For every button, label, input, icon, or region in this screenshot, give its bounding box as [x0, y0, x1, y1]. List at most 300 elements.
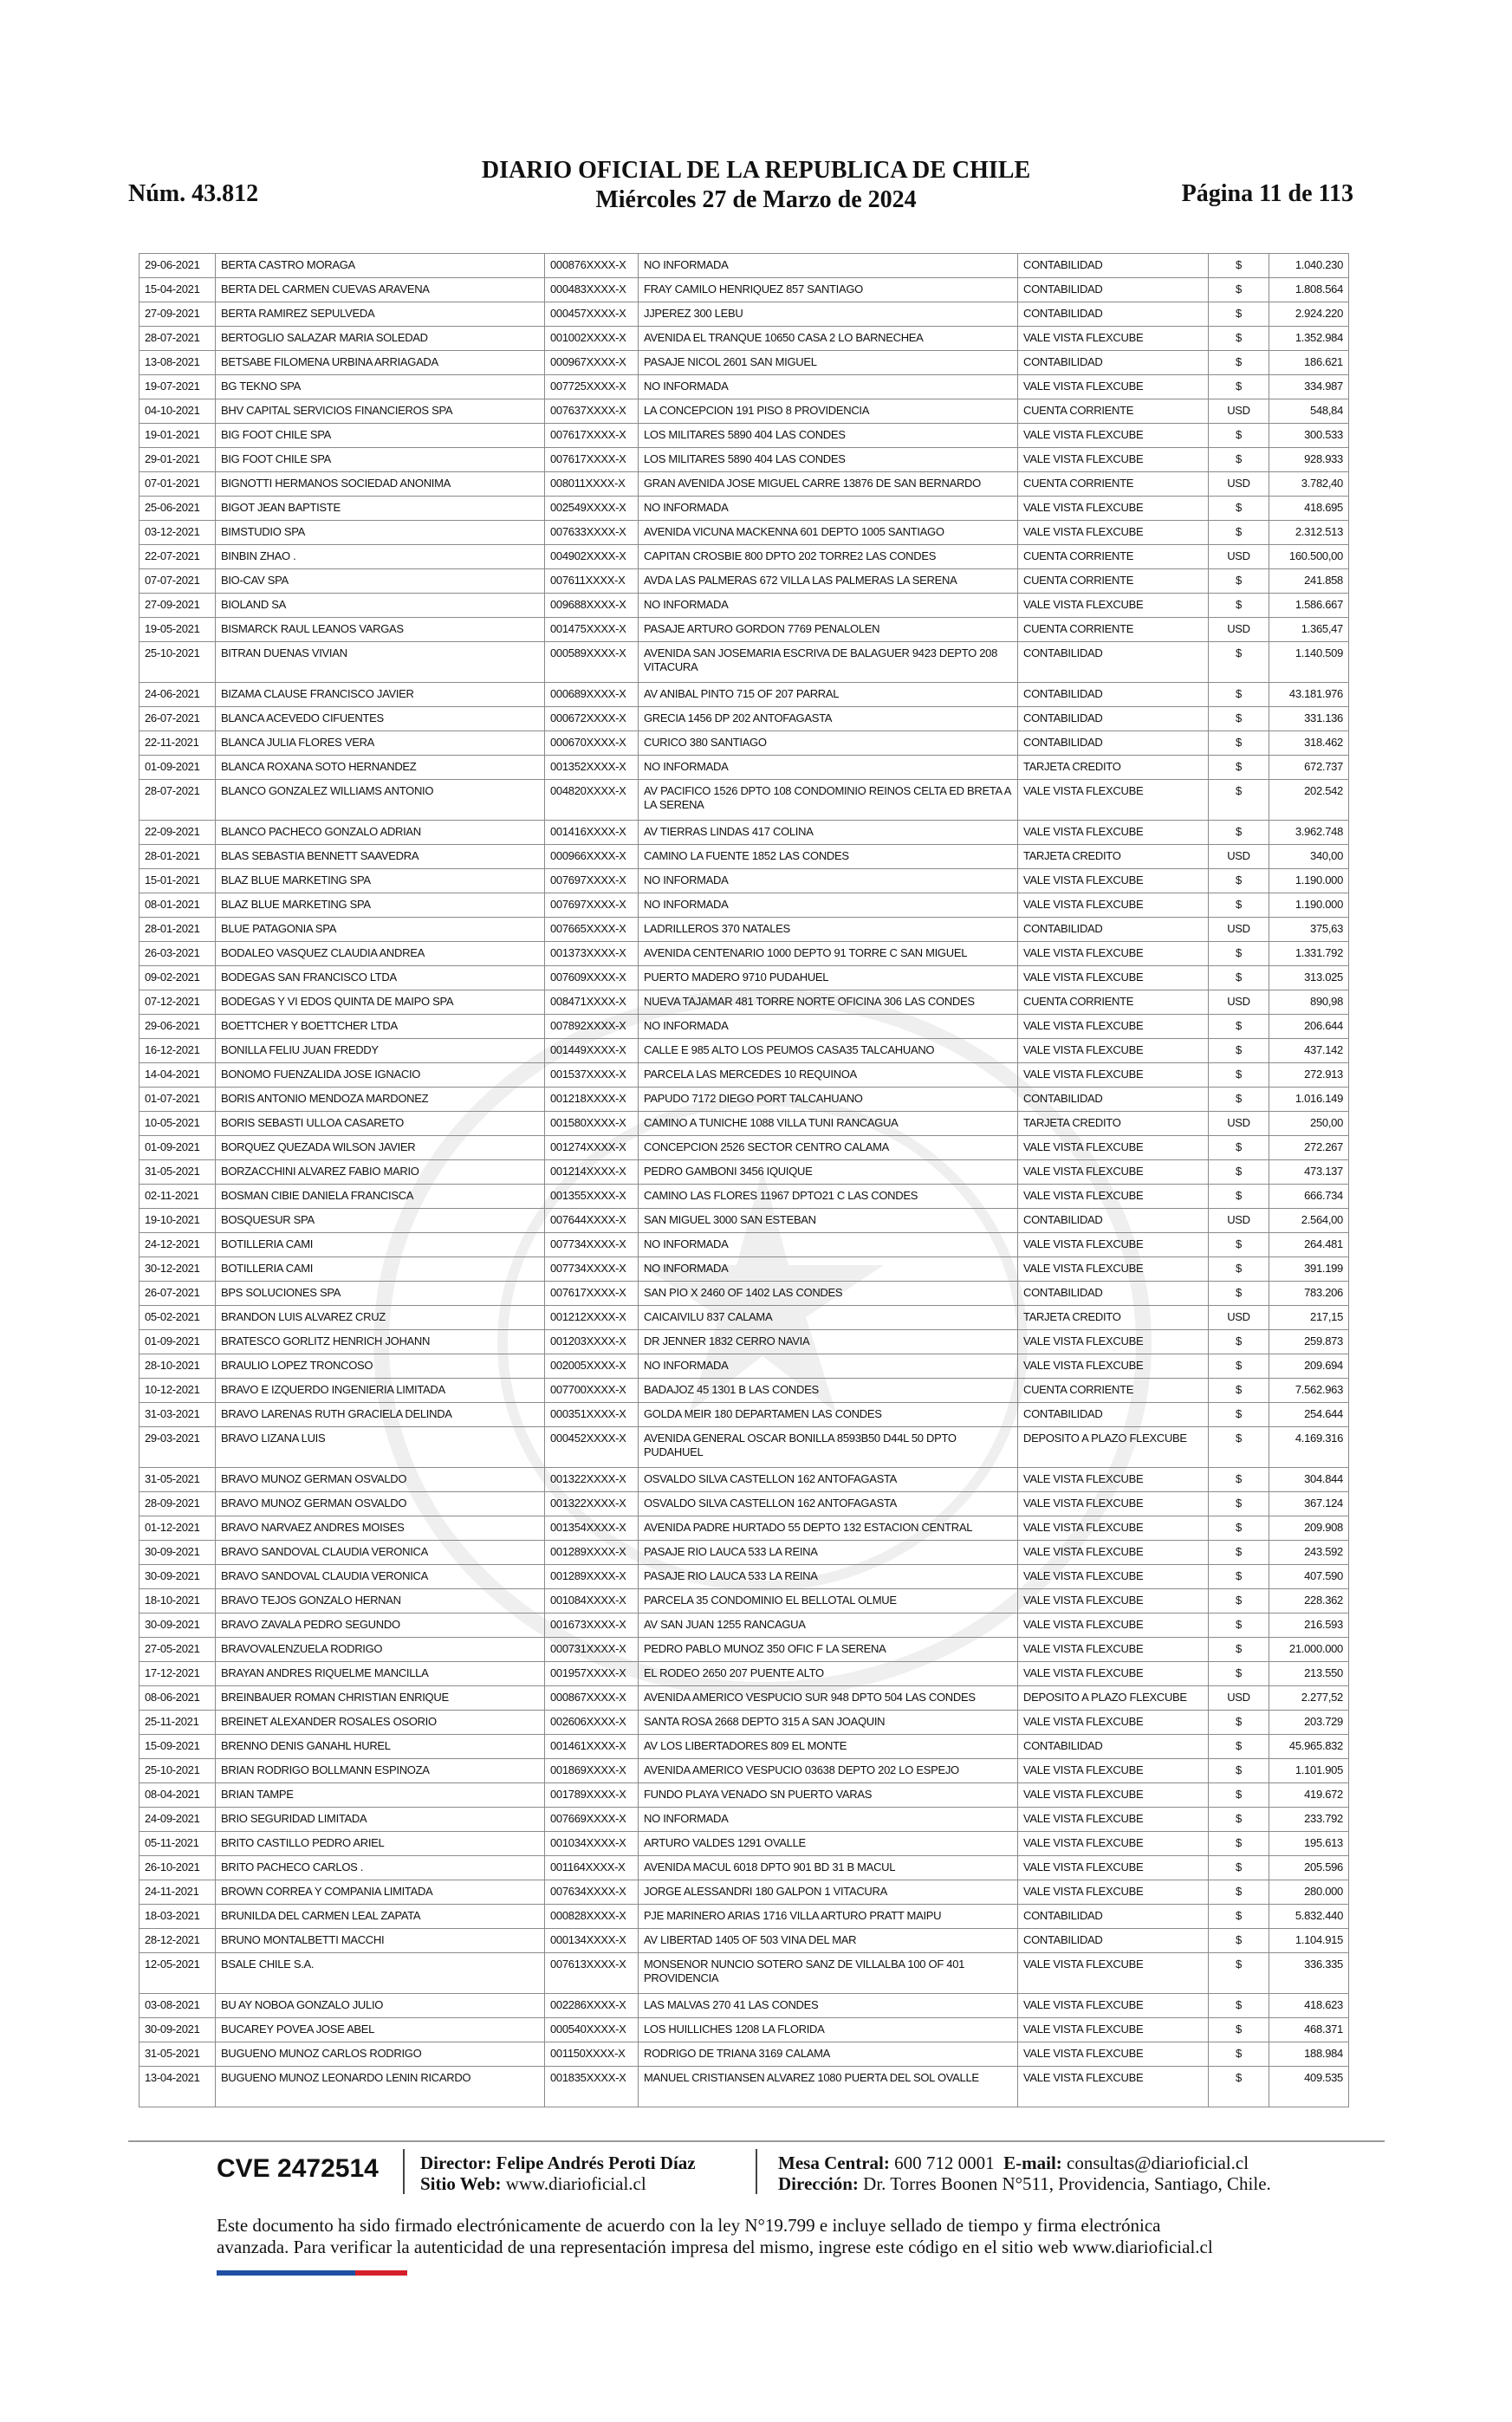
product-cell: VALE VISTA FLEXCUBE	[1018, 1330, 1209, 1354]
rut-cell: 001869XXXX-X	[545, 1759, 639, 1783]
currency-cell: $	[1209, 1541, 1269, 1565]
amount-cell: 407.590	[1269, 1565, 1349, 1589]
date-cell: 01-09-2021	[140, 1330, 216, 1354]
currency-cell: $	[1209, 966, 1269, 990]
product-cell: CONTABILIDAD	[1018, 1905, 1209, 1929]
table-row	[140, 821, 1349, 845]
rut-cell: 002286XXXX-X	[545, 1994, 639, 2018]
product-cell: VALE VISTA FLEXCUBE	[1018, 966, 1209, 990]
address-cell: GRECIA 1456 DP 202 ANTOFAGASTA	[639, 707, 1018, 731]
rut-cell: 007697XXXX-X	[545, 893, 639, 918]
name-cell: BIZAMA CLAUSE FRANCISCO JAVIER	[216, 683, 545, 707]
address-cell: PUERTO MADERO 9710 PUDAHUEL	[639, 966, 1018, 990]
amount-cell: 2.924.220	[1269, 302, 1349, 327]
table-row	[140, 399, 1349, 424]
name-cell: BIO-CAV SPA	[216, 569, 545, 594]
amount-cell: 1.190.000	[1269, 869, 1349, 893]
product-cell: VALE VISTA FLEXCUBE	[1018, 1856, 1209, 1880]
table-row	[140, 1282, 1349, 1306]
amount-cell: 250,00	[1269, 1112, 1349, 1136]
product-cell: VALE VISTA FLEXCUBE	[1018, 1953, 1209, 1994]
product-cell: VALE VISTA FLEXCUBE	[1018, 1638, 1209, 1662]
product-cell: CONTABILIDAD	[1018, 278, 1209, 302]
rut-cell: 007611XXXX-X	[545, 569, 639, 594]
table-row	[140, 1994, 1349, 2018]
rut-cell: 001212XXXX-X	[545, 1306, 639, 1330]
product-cell: VALE VISTA FLEXCUBE	[1018, 1039, 1209, 1063]
address-cell: GOLDA MEIR 180 DEPARTAMEN LAS CONDES	[639, 1403, 1018, 1427]
name-cell: BRAVO TEJOS GONZALO HERNAN	[216, 1589, 545, 1614]
table-row	[140, 1209, 1349, 1233]
amount-cell: 1.190.000	[1269, 893, 1349, 918]
name-cell: BIMSTUDIO SPA	[216, 521, 545, 545]
rut-cell: 000689XXXX-X	[545, 683, 639, 707]
date-cell: 08-04-2021	[140, 1783, 216, 1808]
currency-cell: $	[1209, 1614, 1269, 1638]
address-cell: JJPEREZ 300 LEBU	[639, 302, 1018, 327]
rut-cell: 001218XXXX-X	[545, 1088, 639, 1112]
amount-cell: 437.142	[1269, 1039, 1349, 1063]
rut-cell: 001203XXXX-X	[545, 1330, 639, 1354]
rut-cell: 007613XXXX-X	[545, 1953, 639, 1994]
address-cell: LOS MILITARES 5890 404 LAS CONDES	[639, 448, 1018, 472]
date-cell: 30-09-2021	[140, 1541, 216, 1565]
name-cell: BLUE PATAGONIA SPA	[216, 918, 545, 942]
table-row	[140, 1783, 1349, 1808]
table-row	[140, 1379, 1349, 1403]
amount-cell: 418.695	[1269, 497, 1349, 521]
address-cell: CONCEPCION 2526 SECTOR CENTRO CALAMA	[639, 1136, 1018, 1160]
currency-cell: $	[1209, 1257, 1269, 1282]
currency-cell: $	[1209, 869, 1269, 893]
table-row	[140, 756, 1349, 780]
product-cell: VALE VISTA FLEXCUBE	[1018, 1711, 1209, 1735]
currency-cell: $	[1209, 707, 1269, 731]
name-cell: BPS SOLUCIONES SPA	[216, 1282, 545, 1306]
name-cell: BLANCO GONZALEZ WILLIAMS ANTONIO	[216, 780, 545, 821]
address-cell: AVDA LAS PALMERAS 672 VILLA LAS PALMERAS LA SERENA	[639, 569, 1018, 594]
product-cell: VALE VISTA FLEXCUBE	[1018, 1541, 1209, 1565]
table-row	[140, 1614, 1349, 1638]
name-cell: BLANCO PACHECO GONZALO ADRIAN	[216, 821, 545, 845]
table-row	[140, 707, 1349, 731]
product-cell: CUENTA CORRIENTE	[1018, 990, 1209, 1015]
page-number: Página 11 de 113	[1181, 180, 1353, 207]
address-cell: PJE MARINERO ARIAS 1716 VILLA ARTURO PRATT MAIPU	[639, 1905, 1018, 1929]
name-cell: BORZACCHINI ALVAREZ FABIO MARIO	[216, 1160, 545, 1185]
amount-cell: 340,00	[1269, 845, 1349, 869]
rut-cell: 000351XXXX-X	[545, 1403, 639, 1427]
address-cell: NO INFORMADA	[639, 756, 1018, 780]
address-cell: CAMINO A TUNICHE 1088 VILLA TUNI RANCAGUA	[639, 1112, 1018, 1136]
rut-cell: 008471XXXX-X	[545, 990, 639, 1015]
issue-number: Núm. 43.812	[128, 180, 259, 207]
date-cell: 18-10-2021	[140, 1589, 216, 1614]
product-cell: TARJETA CREDITO	[1018, 845, 1209, 869]
date-cell: 29-06-2021	[140, 254, 216, 278]
currency-cell: $	[1209, 1856, 1269, 1880]
name-cell: BRAVO NARVAEZ ANDRES MOISES	[216, 1516, 545, 1541]
date-cell: 26-03-2021	[140, 942, 216, 966]
rut-cell: 008011XXXX-X	[545, 472, 639, 497]
product-cell: CONTABILIDAD	[1018, 918, 1209, 942]
date-cell: 25-06-2021	[140, 497, 216, 521]
amount-cell: 272.267	[1269, 1136, 1349, 1160]
table-row	[140, 893, 1349, 918]
product-cell: VALE VISTA FLEXCUBE	[1018, 1257, 1209, 1282]
rut-cell: 001789XXXX-X	[545, 1783, 639, 1808]
amount-cell: 272.913	[1269, 1063, 1349, 1088]
product-cell: VALE VISTA FLEXCUBE	[1018, 1468, 1209, 1492]
table-row	[140, 1711, 1349, 1735]
footer-divider	[128, 2140, 1385, 2142]
product-cell: VALE VISTA FLEXCUBE	[1018, 375, 1209, 399]
amount-cell: 1.104.915	[1269, 1929, 1349, 1953]
date-cell: 31-05-2021	[140, 1468, 216, 1492]
currency-cell: USD	[1209, 1112, 1269, 1136]
currency-cell: $	[1209, 351, 1269, 375]
product-cell: CUENTA CORRIENTE	[1018, 545, 1209, 569]
product-cell: CONTABILIDAD	[1018, 1209, 1209, 1233]
rut-cell: 007644XXXX-X	[545, 1209, 639, 1233]
amount-cell: 473.137	[1269, 1160, 1349, 1185]
address-cell: CAMINO LA FUENTE 1852 LAS CONDES	[639, 845, 1018, 869]
name-cell: BRANDON LUIS ALVAREZ CRUZ	[216, 1306, 545, 1330]
currency-cell: $	[1209, 1953, 1269, 1994]
name-cell: BLANCA JULIA FLORES VERA	[216, 731, 545, 756]
product-cell: VALE VISTA FLEXCUBE	[1018, 594, 1209, 618]
date-cell: 26-07-2021	[140, 707, 216, 731]
table-row	[140, 1492, 1349, 1516]
currency-cell: $	[1209, 1783, 1269, 1808]
currency-cell: $	[1209, 821, 1269, 845]
product-cell: VALE VISTA FLEXCUBE	[1018, 2018, 1209, 2042]
amount-cell: 2.312.513	[1269, 521, 1349, 545]
product-cell: VALE VISTA FLEXCUBE	[1018, 1160, 1209, 1185]
date-cell: 24-11-2021	[140, 1880, 216, 1905]
amount-cell: 188.984	[1269, 2042, 1349, 2067]
date-cell: 25-11-2021	[140, 1711, 216, 1735]
site-link[interactable]: www.diarioficial.cl	[505, 2173, 646, 2194]
currency-cell: $	[1209, 1015, 1269, 1039]
currency-cell: $	[1209, 1492, 1269, 1516]
address-cell: NO INFORMADA	[639, 869, 1018, 893]
table-row	[140, 1735, 1349, 1759]
address-cell: LOS HUILLICHES 1208 LA FLORIDA	[639, 2018, 1018, 2042]
amount-cell: 336.335	[1269, 1953, 1349, 1994]
amount-cell: 409.535	[1269, 2067, 1349, 2107]
currency-cell: $	[1209, 1516, 1269, 1541]
product-cell: VALE VISTA FLEXCUBE	[1018, 1589, 1209, 1614]
date-cell: 27-09-2021	[140, 302, 216, 327]
table-row	[140, 2042, 1349, 2067]
amount-cell: 202.542	[1269, 780, 1349, 821]
name-cell: BLANCA ROXANA SOTO HERNANDEZ	[216, 756, 545, 780]
rut-cell: 001084XXXX-X	[545, 1589, 639, 1614]
table-row	[140, 1880, 1349, 1905]
name-cell: BORIS ANTONIO MENDOZA MARDONEZ	[216, 1088, 545, 1112]
name-cell: BRAVO SANDOVAL CLAUDIA VERONICA	[216, 1541, 545, 1565]
table-row	[140, 545, 1349, 569]
rut-cell: 001354XXXX-X	[545, 1516, 639, 1541]
name-cell: BUGUENO MUNOZ CARLOS RODRIGO	[216, 2042, 545, 2067]
product-cell: VALE VISTA FLEXCUBE	[1018, 1063, 1209, 1088]
rut-cell: 007617XXXX-X	[545, 1282, 639, 1306]
table-row	[140, 1403, 1349, 1427]
table-row	[140, 1015, 1349, 1039]
footer-separator-2	[756, 2149, 757, 2194]
date-cell: 01-09-2021	[140, 756, 216, 780]
name-cell: BRITO PACHECO CARLOS .	[216, 1856, 545, 1880]
date-cell: 01-12-2021	[140, 1516, 216, 1541]
product-cell: VALE VISTA FLEXCUBE	[1018, 521, 1209, 545]
rut-cell: 000457XXXX-X	[545, 302, 639, 327]
address-cell: AVENIDA EL TRANQUE 10650 CASA 2 LO BARNECHEA	[639, 327, 1018, 351]
product-cell: VALE VISTA FLEXCUBE	[1018, 1492, 1209, 1516]
table-row	[140, 351, 1349, 375]
table-row	[140, 1257, 1349, 1282]
date-cell: 07-12-2021	[140, 990, 216, 1015]
name-cell: BORQUEZ QUEZADA WILSON JAVIER	[216, 1136, 545, 1160]
table-row	[140, 942, 1349, 966]
name-cell: BRUNILDA DEL CARMEN LEAL ZAPATA	[216, 1905, 545, 1929]
date-cell: 28-07-2021	[140, 780, 216, 821]
name-cell: BODEGAS Y VI EDOS QUINTA DE MAIPO SPA	[216, 990, 545, 1015]
address-cell: MANUEL CRISTIANSEN ALVAREZ 1080 PUERTA DEL SOL OVALLE	[639, 2067, 1018, 2107]
address-cell: NO INFORMADA	[639, 375, 1018, 399]
flag-stripe-blue	[217, 2270, 355, 2276]
name-cell: BRIO SEGURIDAD LIMITADA	[216, 1808, 545, 1832]
rut-cell: 000966XXXX-X	[545, 845, 639, 869]
address-cell: LA CONCEPCION 191 PISO 8 PROVIDENCIA	[639, 399, 1018, 424]
currency-cell: $	[1209, 1063, 1269, 1088]
currency-cell: $	[1209, 1136, 1269, 1160]
currency-cell: $	[1209, 1905, 1269, 1929]
name-cell: BRIAN TAMPE	[216, 1783, 545, 1808]
product-cell: CONTABILIDAD	[1018, 302, 1209, 327]
product-cell: CONTABILIDAD	[1018, 1403, 1209, 1427]
address-cell: NO INFORMADA	[639, 497, 1018, 521]
product-cell: VALE VISTA FLEXCUBE	[1018, 1015, 1209, 1039]
table-row	[140, 1905, 1349, 1929]
product-cell: VALE VISTA FLEXCUBE	[1018, 1783, 1209, 1808]
rut-cell: 002606XXXX-X	[545, 1711, 639, 1735]
address-cell: OSVALDO SILVA CASTELLON 162 ANTOFAGASTA	[639, 1468, 1018, 1492]
product-cell: VALE VISTA FLEXCUBE	[1018, 424, 1209, 448]
rut-cell: 000867XXXX-X	[545, 1686, 639, 1711]
rut-cell: 001449XXXX-X	[545, 1039, 639, 1063]
footer-separator	[403, 2149, 405, 2194]
amount-cell: 209.908	[1269, 1516, 1349, 1541]
product-cell: VALE VISTA FLEXCUBE	[1018, 1136, 1209, 1160]
table-row	[140, 1330, 1349, 1354]
currency-cell: $	[1209, 424, 1269, 448]
date-cell: 03-08-2021	[140, 1994, 216, 2018]
product-cell: VALE VISTA FLEXCUBE	[1018, 893, 1209, 918]
date-cell: 10-05-2021	[140, 1112, 216, 1136]
product-cell: CONTABILIDAD	[1018, 642, 1209, 683]
rut-cell: 009688XXXX-X	[545, 594, 639, 618]
product-cell: TARJETA CREDITO	[1018, 756, 1209, 780]
amount-cell: 213.550	[1269, 1662, 1349, 1686]
email-link[interactable]: consultas@diarioficial.cl	[1067, 2153, 1249, 2173]
name-cell: BISMARCK RAUL LEANOS VARGAS	[216, 618, 545, 642]
currency-cell: $	[1209, 642, 1269, 683]
address-cell: NO INFORMADA	[639, 1257, 1018, 1282]
address-cell: AV PACIFICO 1526 DPTO 108 CONDOMINIO REINOS CELTA ED BRETA A LA SERENA	[639, 780, 1018, 821]
rut-cell: 007633XXXX-X	[545, 521, 639, 545]
table-row	[140, 1808, 1349, 1832]
currency-cell: $	[1209, 1711, 1269, 1735]
amount-cell: 418.623	[1269, 1994, 1349, 2018]
date-cell: 22-07-2021	[140, 545, 216, 569]
amount-cell: 391.199	[1269, 1257, 1349, 1282]
address-value: Dr. Torres Boonen N°511, Providencia, Santiago, Chile.	[863, 2173, 1271, 2194]
records-table	[139, 253, 1349, 2107]
name-cell: BROWN CORREA Y COMPANIA LIMITADA	[216, 1880, 545, 1905]
name-cell: BODALEO VASQUEZ CLAUDIA ANDREA	[216, 942, 545, 966]
date-cell: 12-05-2021	[140, 1953, 216, 1994]
currency-cell: $	[1209, 1994, 1269, 2018]
name-cell: BORIS SEBASTI ULLOA CASARETO	[216, 1112, 545, 1136]
currency-cell: $	[1209, 2042, 1269, 2067]
currency-cell: USD	[1209, 845, 1269, 869]
currency-cell: $	[1209, 521, 1269, 545]
product-cell: VALE VISTA FLEXCUBE	[1018, 1994, 1209, 2018]
table-row	[140, 472, 1349, 497]
table-row	[140, 594, 1349, 618]
currency-cell: USD	[1209, 399, 1269, 424]
currency-cell: $	[1209, 278, 1269, 302]
amount-cell: 203.729	[1269, 1711, 1349, 1735]
address-cell: SAN PIO X 2460 OF 1402 LAS CONDES	[639, 1282, 1018, 1306]
address-cell: AVENIDA MACUL 6018 DPTO 901 BD 31 B MACUL	[639, 1856, 1018, 1880]
director-name: Director: Felipe Andrés Peroti Díaz	[420, 2153, 696, 2173]
product-cell: VALE VISTA FLEXCUBE	[1018, 780, 1209, 821]
address-cell: CAICAIVILU 837 CALAMA	[639, 1306, 1018, 1330]
address-cell: PAPUDO 7172 DIEGO PORT TALCAHUANO	[639, 1088, 1018, 1112]
amount-cell: 1.352.984	[1269, 327, 1349, 351]
currency-cell: $	[1209, 1088, 1269, 1112]
address-cell: JORGE ALESSANDRI 180 GALPON 1 VITACURA	[639, 1880, 1018, 1905]
name-cell: BONILLA FELIU JUAN FREDDY	[216, 1039, 545, 1063]
date-cell: 28-12-2021	[140, 1929, 216, 1953]
table-row	[140, 1686, 1349, 1711]
address-cell: NO INFORMADA	[639, 1233, 1018, 1257]
amount-cell: 228.362	[1269, 1589, 1349, 1614]
address-cell: RODRIGO DE TRIANA 3169 CALAMA	[639, 2042, 1018, 2067]
amount-cell: 468.371	[1269, 2018, 1349, 2042]
table-row	[140, 966, 1349, 990]
address-cell: AV LIBERTAD 1405 OF 503 VINA DEL MAR	[639, 1929, 1018, 1953]
table-row	[140, 497, 1349, 521]
amount-cell: 375,63	[1269, 918, 1349, 942]
name-cell: BIG FOOT CHILE SPA	[216, 424, 545, 448]
currency-cell: $	[1209, 594, 1269, 618]
amount-cell: 3.782,40	[1269, 472, 1349, 497]
currency-cell: $	[1209, 1808, 1269, 1832]
date-cell: 29-03-2021	[140, 1427, 216, 1468]
product-cell: VALE VISTA FLEXCUBE	[1018, 1516, 1209, 1541]
name-cell: BIOLAND SA	[216, 594, 545, 618]
amount-cell: 233.792	[1269, 1808, 1349, 1832]
table-row	[140, 869, 1349, 893]
amount-cell: 3.962.748	[1269, 821, 1349, 845]
product-cell: CONTABILIDAD	[1018, 1929, 1209, 1953]
address-cell: AVENIDA AMERICO VESPUCIO 03638 DEPTO 202 LO ESPEJO	[639, 1759, 1018, 1783]
table-row	[140, 1088, 1349, 1112]
address-cell: PASAJE RIO LAUCA 533 LA REINA	[639, 1541, 1018, 1565]
amount-cell: 2.564,00	[1269, 1209, 1349, 1233]
product-cell: VALE VISTA FLEXCUBE	[1018, 869, 1209, 893]
rut-cell: 001322XXXX-X	[545, 1492, 639, 1516]
currency-cell: $	[1209, 683, 1269, 707]
amount-cell: 313.025	[1269, 966, 1349, 990]
table-row	[140, 278, 1349, 302]
rut-cell: 001322XXXX-X	[545, 1468, 639, 1492]
name-cell: BLAZ BLUE MARKETING SPA	[216, 893, 545, 918]
table-row	[140, 2018, 1349, 2042]
name-cell: BOTILLERIA CAMI	[216, 1233, 545, 1257]
address-cell: NUEVA TAJAMAR 481 TORRE NORTE OFICINA 306 LAS CONDES	[639, 990, 1018, 1015]
address-cell: CAMINO LAS FLORES 11967 DPTO21 C LAS CONDES	[639, 1185, 1018, 1209]
currency-cell: $	[1209, 1759, 1269, 1783]
address-cell: PASAJE NICOL 2601 SAN MIGUEL	[639, 351, 1018, 375]
currency-cell: $	[1209, 448, 1269, 472]
product-cell: VALE VISTA FLEXCUBE	[1018, 1565, 1209, 1589]
publication-date: Miércoles 27 de Marzo de 2024	[595, 186, 917, 213]
amount-cell: 209.694	[1269, 1354, 1349, 1379]
rut-cell: 001373XXXX-X	[545, 942, 639, 966]
name-cell: BIG FOOT CHILE SPA	[216, 448, 545, 472]
currency-cell: $	[1209, 756, 1269, 780]
rut-cell: 001580XXXX-X	[545, 1112, 639, 1136]
currency-cell: $	[1209, 1379, 1269, 1403]
product-cell: VALE VISTA FLEXCUBE	[1018, 1233, 1209, 1257]
product-cell: CUENTA CORRIENTE	[1018, 472, 1209, 497]
amount-cell: 206.644	[1269, 1015, 1349, 1039]
currency-cell: $	[1209, 1233, 1269, 1257]
product-cell: CUENTA CORRIENTE	[1018, 618, 1209, 642]
currency-cell: $	[1209, 780, 1269, 821]
currency-cell: $	[1209, 893, 1269, 918]
currency-cell: $	[1209, 1929, 1269, 1953]
address-cell: AVENIDA SAN JOSEMARIA ESCRIVA DE BALAGUER 9423 DEPTO 208 VITACURA	[639, 642, 1018, 683]
amount-cell: 331.136	[1269, 707, 1349, 731]
currency-cell: $	[1209, 1354, 1269, 1379]
amount-cell: 43.181.976	[1269, 683, 1349, 707]
rut-cell: 007634XXXX-X	[545, 1880, 639, 1905]
product-cell: CONTABILIDAD	[1018, 1088, 1209, 1112]
date-cell: 09-02-2021	[140, 966, 216, 990]
date-cell: 01-09-2021	[140, 1136, 216, 1160]
date-cell: 05-11-2021	[140, 1832, 216, 1856]
name-cell: BOTILLERIA CAMI	[216, 1257, 545, 1282]
rut-cell: 007669XXXX-X	[545, 1808, 639, 1832]
amount-cell: 243.592	[1269, 1541, 1349, 1565]
rut-cell: 001164XXXX-X	[545, 1856, 639, 1880]
product-cell: TARJETA CREDITO	[1018, 1306, 1209, 1330]
date-cell: 08-06-2021	[140, 1686, 216, 1711]
amount-cell: 334.987	[1269, 375, 1349, 399]
date-cell: 14-04-2021	[140, 1063, 216, 1088]
amount-cell: 241.858	[1269, 569, 1349, 594]
currency-cell: USD	[1209, 1209, 1269, 1233]
currency-cell: $	[1209, 1160, 1269, 1185]
currency-cell: $	[1209, 731, 1269, 756]
name-cell: BRAVO LARENAS RUTH GRACIELA DELINDA	[216, 1403, 545, 1427]
name-cell: BONOMO FUENZALIDA JOSE IGNACIO	[216, 1063, 545, 1088]
